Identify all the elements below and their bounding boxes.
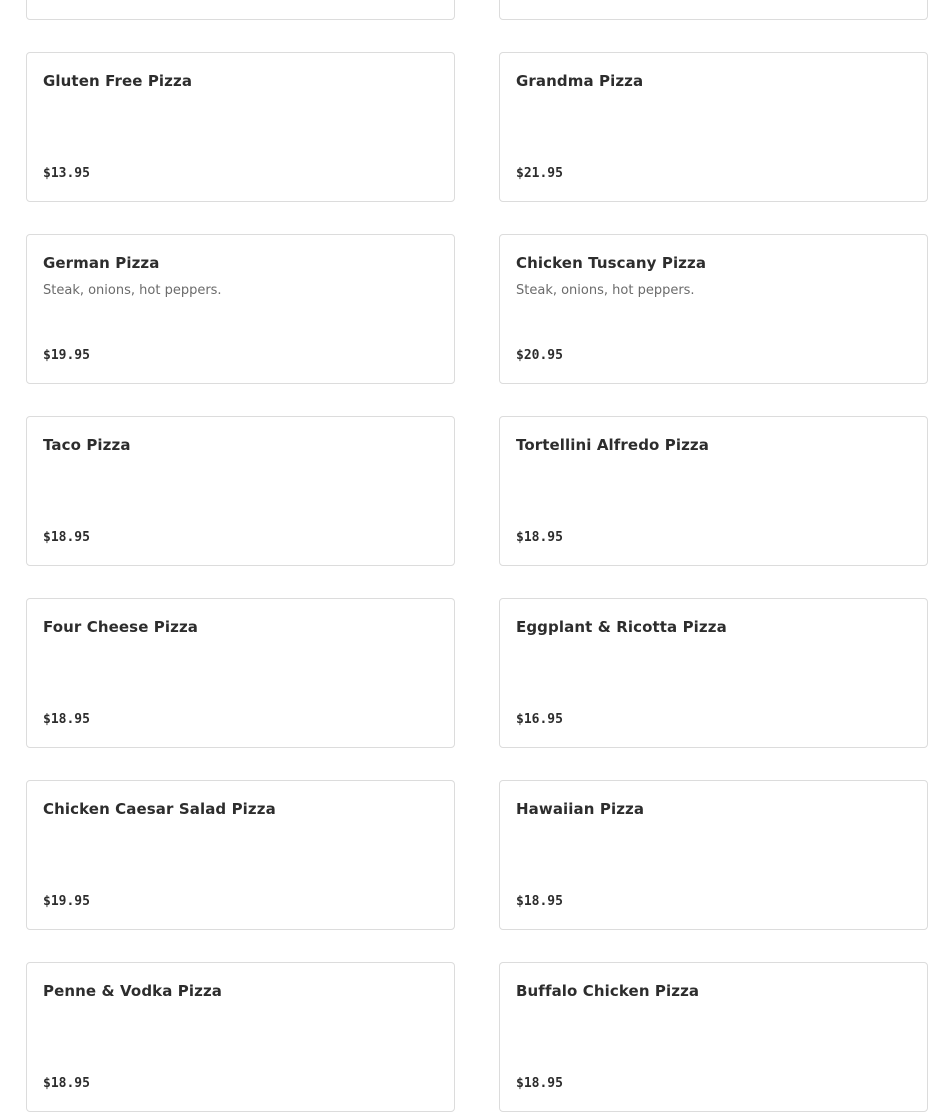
menu-item-card[interactable]	[26, 416, 455, 566]
menu-item-price: $19.95	[43, 348, 90, 363]
menu-item-name: Taco Pizza	[43, 436, 131, 454]
menu-item-card[interactable]	[26, 598, 455, 748]
menu-item-card[interactable]	[499, 780, 928, 930]
menu-item-name: Four Cheese Pizza	[43, 618, 199, 636]
menu-item-name: Hawaiian Pizza	[516, 800, 645, 818]
menu-item-price: $18.95	[43, 530, 90, 545]
menu-item-name: Gluten Free Pizza	[43, 72, 193, 90]
menu-item-price: $20.95	[516, 348, 563, 363]
menu-item-card[interactable]	[499, 598, 928, 748]
menu-item-card[interactable]	[499, 52, 928, 202]
menu-item-card[interactable]	[499, 962, 928, 1112]
menu-item-price: $21.95	[516, 166, 563, 181]
menu-item-name: Eggplant & Ricotta Pizza	[516, 618, 727, 636]
menu-item-name: Tortellini Alfredo Pizza	[516, 436, 709, 454]
menu-item-card[interactable]	[26, 962, 455, 1112]
menu-item-name: Penne & Vodka Pizza	[43, 982, 222, 1000]
menu-item-card[interactable]	[26, 0, 455, 20]
menu-item-price: $16.95	[516, 712, 563, 727]
menu-item-name: Chicken Tuscany Pizza	[516, 254, 707, 272]
menu-item-card[interactable]	[499, 416, 928, 566]
menu-item-price: $18.95	[516, 1076, 563, 1091]
menu-item-card[interactable]	[26, 234, 455, 384]
menu-item-description: Steak, onions, hot peppers.	[43, 283, 222, 298]
menu-item-price: $13.95	[43, 166, 90, 181]
menu-item-price: $18.95	[43, 1076, 90, 1091]
menu-item-price: $19.95	[43, 894, 90, 909]
menu-items-grid	[26, 0, 928, 1112]
menu-item-name: Grandma Pizza	[516, 72, 644, 90]
menu-item-card[interactable]	[26, 52, 455, 202]
menu-item-card[interactable]	[26, 780, 455, 930]
menu-item-name: Chicken Caesar Salad Pizza	[43, 800, 276, 818]
menu-item-price: $18.95	[516, 530, 563, 545]
menu-item-price: $18.95	[516, 894, 563, 909]
menu-item-card[interactable]	[499, 234, 928, 384]
menu-item-name: Buffalo Chicken Pizza	[516, 982, 700, 1000]
menu-item-name: German Pizza	[43, 254, 160, 272]
menu-item-price: $18.95	[43, 712, 90, 727]
menu-item-description: Steak, onions, hot peppers.	[516, 283, 695, 298]
menu-item-card[interactable]	[499, 0, 928, 20]
